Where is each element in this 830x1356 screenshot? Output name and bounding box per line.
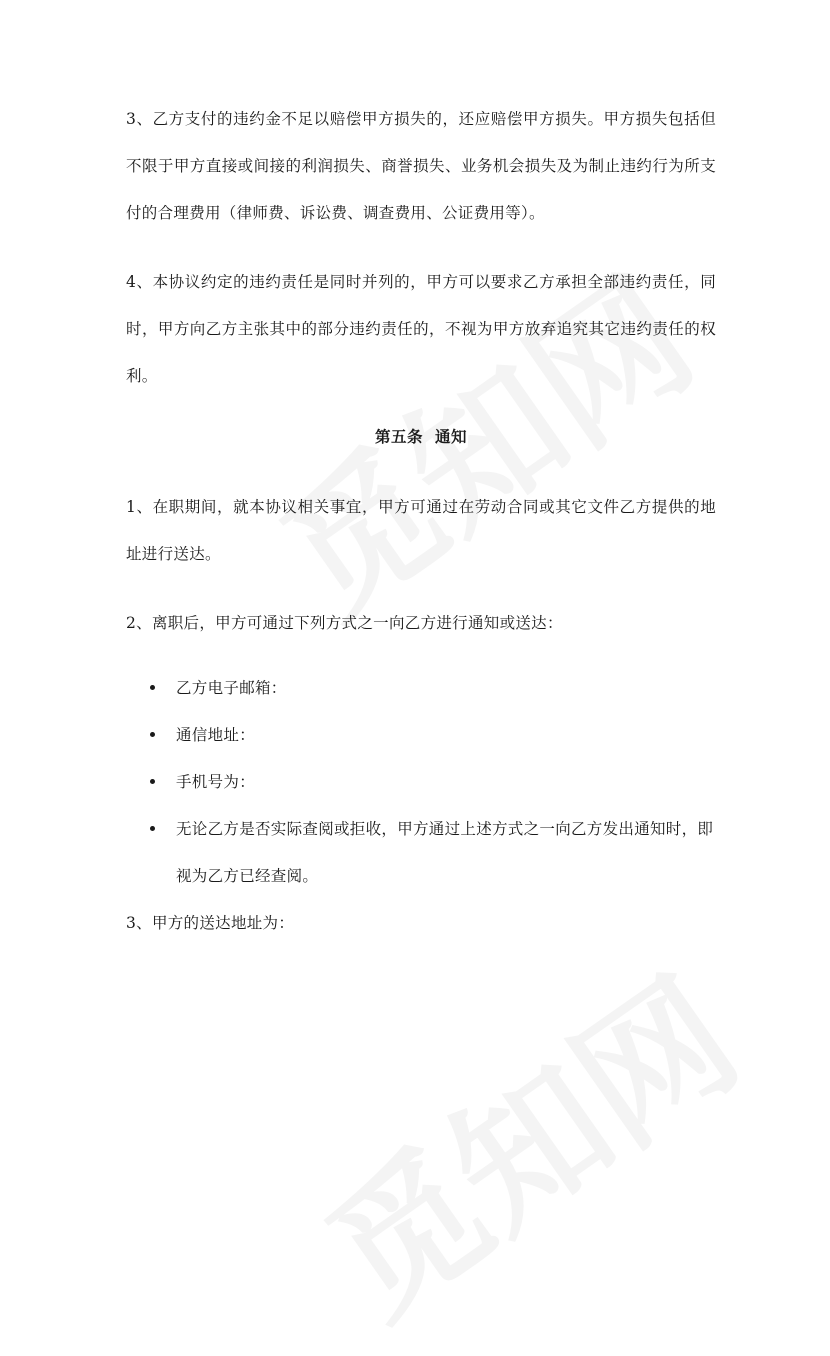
list-item: 通信地址： — [150, 712, 716, 759]
section-title: 通知 — [435, 427, 468, 446]
bullet-icon — [150, 826, 155, 831]
document-body — [126, 96, 716, 969]
list-item: 手机号为： — [150, 759, 716, 806]
watermark-bottom — [279, 920, 772, 1355]
notice-item-1: 1、在职期间，就本协议相关事宜，甲方可通过在劳动合同或其它文件乙方提供的地址进行送达。 — [126, 498, 716, 563]
clause-3-paragraph: 3、乙方支付的违约金不足以赔偿甲方损失的，还应赔偿甲方损失。甲方损失包括但不限于甲方直接或间接的利润损失、商誉损失、业务机会损失及为制止违约行为所支付的合理费用（律师费、诉讼费、调查费用、公证费用等）。 — [126, 110, 716, 222]
list-item: 无论乙方是否实际查阅或拒收，甲方通过上述方式之一向乙方发出通知时，即视为乙方已经查阅。 — [150, 806, 716, 900]
section-number: 第五条 — [374, 427, 423, 446]
bullet-icon — [150, 685, 155, 690]
clause-4-paragraph: 4、本协议约定的违约责任是同时并列的，甲方可以要求乙方承担全部违约责任，同时，甲方向乙方主张其中的部分违约责任的，不视为甲方放弃追究其它违约责任的权利。 — [126, 273, 716, 385]
notice-methods-list — [126, 665, 716, 900]
notice-item-3: 3、甲方的送达地址为： — [126, 914, 295, 932]
list-item: 乙方电子邮箱： — [150, 665, 716, 712]
notice-item-2: 2、离职后，甲方可通过下列方式之一向乙方进行通知或送达： — [126, 614, 563, 632]
bullet-icon — [150, 779, 155, 784]
bullet-icon — [150, 732, 155, 737]
section-heading — [126, 422, 716, 452]
